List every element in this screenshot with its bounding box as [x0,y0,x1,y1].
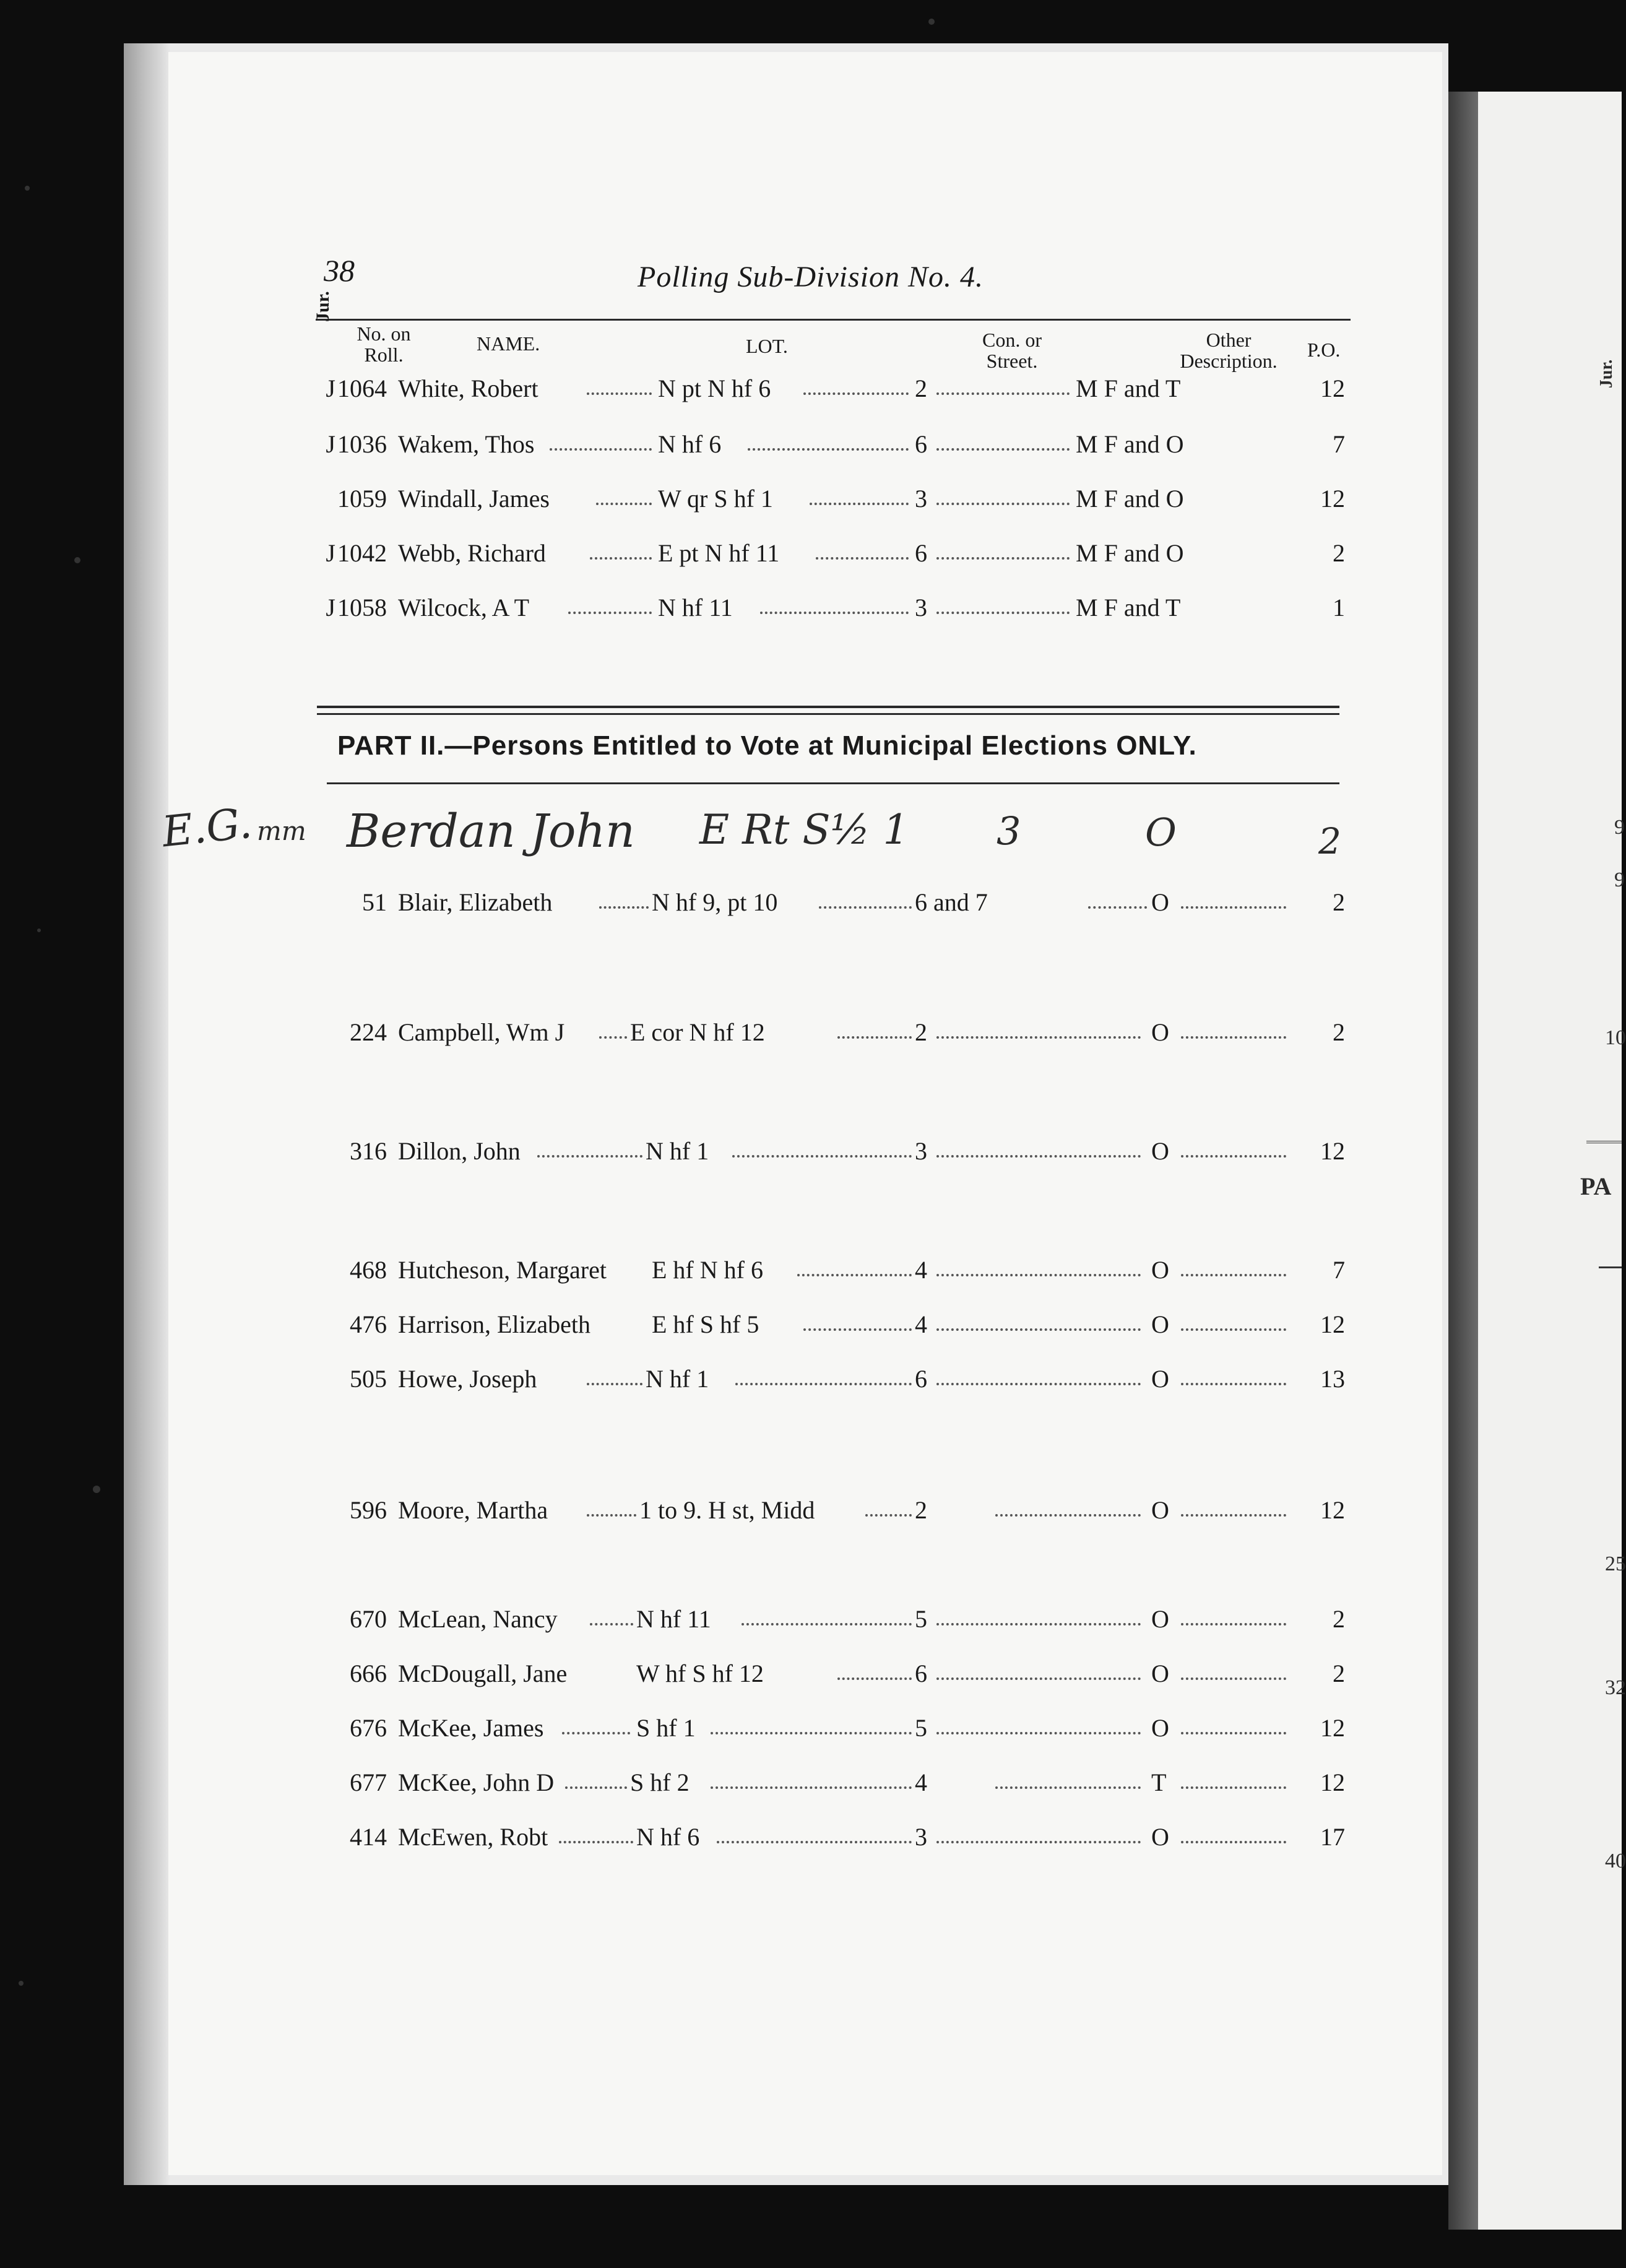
table-row [314,536,1354,571]
leader-dots [562,1732,630,1734]
leader-dots [797,1274,912,1276]
post-office: 2 [1333,539,1345,567]
handwritten-concession: 3 [997,808,1021,854]
other-description: M F and T [1076,594,1181,621]
table-row [314,1253,1354,1288]
leader-dots [936,1623,1141,1625]
leader-dots [936,1328,1141,1331]
leader-dots [537,1155,642,1158]
concession: 6 [915,1660,927,1687]
leader-dots [1181,906,1286,909]
voter-name: Webb, Richard [398,539,546,567]
table-row [314,885,1354,920]
voter-name: Moore, Martha [398,1496,548,1524]
leader-dots [717,1841,912,1843]
other-description: M F and O [1076,430,1184,458]
background-speck [93,1486,100,1493]
table-row [314,591,1354,625]
leader-dots [1181,1155,1286,1158]
leader-dots [590,1623,633,1625]
voter-name: Harrison, Elizabeth [398,1310,590,1338]
leader-dots [995,1786,1141,1789]
leader-dots [936,1677,1141,1680]
leader-dots [936,1036,1141,1039]
leader-dots [1181,1274,1286,1276]
other-description: O [1151,1823,1169,1851]
voter-name: McKee, James [398,1714,544,1742]
leader-dots [936,612,1070,614]
leader-dots [810,503,909,505]
lot: N hf 11 [658,594,733,621]
post-office: 12 [1320,374,1345,402]
concession: 6 and 7 [915,888,988,916]
table-row [314,1362,1354,1396]
roll-number: 468 [350,1256,387,1284]
concession: 3 [915,1137,927,1165]
leader-dots [550,448,652,451]
other-description: O [1151,1496,1169,1524]
leader-dots [748,448,909,451]
roll-number: 677 [350,1768,387,1796]
leader-dots [596,503,652,505]
other-description: O [1151,1714,1169,1742]
table-row [314,1602,1354,1637]
other-description: O [1151,1018,1169,1046]
leader-dots [568,612,652,614]
next-page-fragment: 9 [1614,868,1625,891]
table-row [314,482,1354,516]
lot: E cor N hf 12 [630,1018,765,1046]
leader-dots [936,1274,1141,1276]
lot: S hf 2 [630,1768,690,1796]
leader-dots [995,1514,1141,1517]
handwritten-other: O [1145,810,1177,855]
concession: 2 [915,1018,927,1046]
concession: 2 [915,374,927,402]
leader-dots [1181,1677,1286,1680]
leader-dots [816,557,909,560]
column-header-name: NAME. [477,332,540,355]
next-page-fragment: 25 [1605,1552,1626,1575]
roll-number: 1036 [337,430,387,458]
roll-number: 1042 [337,539,387,567]
leader-dots [1181,1328,1286,1331]
jur-mark: J [326,374,335,402]
leader-dots [1181,1383,1286,1385]
table-row [314,1765,1354,1800]
next-page-fragment: 10 [1605,1026,1626,1049]
roll-number: 1058 [337,594,387,621]
voter-name: Blair, Elizabeth [398,888,553,916]
roll-number: 316 [350,1137,387,1165]
leader-dots [803,1328,912,1331]
jur-mark: J [326,539,335,567]
column-header-con-or-street: Con. or Street. [982,329,1042,372]
other-description: O [1151,1137,1169,1165]
jur-mark: J [326,430,335,458]
lot: S hf 1 [636,1714,696,1742]
leader-dots [936,1841,1141,1843]
handwritten-lot: E Rt S½ 1 [699,806,909,854]
column-header-other-description: Other Description. [1180,329,1278,372]
next-page [1478,92,1626,2230]
post-office: 2 [1333,1660,1345,1687]
leader-dots [936,1383,1141,1385]
roll-number: 666 [350,1660,387,1687]
double-rule [317,713,1339,715]
table-row [314,1015,1354,1050]
other-description: M F and T [1076,374,1181,402]
post-office: 12 [1320,1496,1345,1524]
leader-dots [1088,906,1147,909]
post-office: 12 [1320,1714,1345,1742]
next-page-gutter [1448,92,1478,2230]
next-page-fragment: PA [1580,1172,1612,1200]
post-office: 12 [1320,1768,1345,1796]
leader-dots [837,1677,912,1680]
leader-dots [819,906,912,909]
other-description: O [1151,1310,1169,1338]
background-speck [37,928,41,932]
leader-dots [1181,1732,1286,1734]
concession: 3 [915,485,927,513]
concession: 4 [915,1256,927,1284]
leader-dots [1181,1036,1286,1039]
leader-dots [837,1036,912,1039]
column-header-lot: LOT. [746,335,788,357]
other-description: O [1151,1365,1169,1393]
concession: 6 [915,1365,927,1393]
voter-name: Windall, James [398,485,550,513]
concession: 5 [915,1605,927,1633]
next-page-fragment: Jur. [1597,359,1617,389]
lot: E hf S hf 5 [652,1310,759,1338]
background-speck [928,19,935,25]
leader-dots [936,557,1070,560]
leader-dots [1181,1786,1286,1789]
leader-dots [587,1514,636,1517]
leader-dots [711,1732,912,1734]
roll-number: 596 [350,1496,387,1524]
other-description: O [1151,1605,1169,1633]
other-description: O [1151,1256,1169,1284]
concession: 6 [915,539,927,567]
concession: 2 [915,1496,927,1524]
voter-name: McKee, John D [398,1768,555,1796]
roll-number: 505 [350,1365,387,1393]
header-rule [316,319,1351,321]
lot: E hf N hf 6 [652,1256,763,1284]
next-page-rule [1599,1266,1622,1268]
background-speck [19,1981,24,1986]
post-office: 2 [1333,888,1345,916]
table-row [314,427,1354,462]
post-office: 7 [1333,1256,1345,1284]
concession: 5 [915,1714,927,1742]
table-row [314,1711,1354,1746]
leader-dots [742,1623,912,1625]
table-row [314,1134,1354,1169]
column-header-po: P.O. [1307,339,1341,361]
concession: 3 [915,594,927,621]
leader-dots [732,1155,912,1158]
page-number: 38 [324,253,355,288]
leader-dots [590,557,652,560]
leader-dots [735,1383,912,1385]
voter-name: Campbell, Wm J [398,1018,565,1046]
other-description: T [1151,1768,1167,1796]
leader-dots [936,448,1070,451]
table-row [314,1493,1354,1528]
leader-dots [865,1514,912,1517]
concession: 3 [915,1823,927,1851]
concession: 6 [915,430,927,458]
voter-name: White, Robert [398,374,538,402]
next-page-rule [1586,1141,1622,1143]
leader-dots [599,906,649,909]
leader-dots [803,392,909,395]
lot: 1 to 9. H st, Midd [639,1496,815,1524]
lot: N hf 6 [658,430,722,458]
column-header-jur: Jur. [313,291,333,322]
roll-number: 414 [350,1823,387,1851]
table-row [314,1307,1354,1342]
table-row [314,371,1354,406]
table-row [314,1656,1354,1691]
next-page-fragment: 32 [1605,1676,1626,1699]
leader-dots [559,1841,633,1843]
concession: 4 [915,1310,927,1338]
lot: N hf 11 [636,1605,711,1633]
handwritten-prefix: mm [257,816,306,846]
lot: N pt N hf 6 [658,374,771,402]
double-rule [317,706,1339,708]
lot: E pt N hf 11 [658,539,780,567]
jur-mark: J [326,594,335,621]
roll-number: 670 [350,1605,387,1633]
running-head: Polling Sub-Division No. 4. [638,261,984,293]
background-speck [25,186,30,191]
handwritten-mark: E.G. [160,799,254,857]
voter-name: Hutcheson, Margaret [398,1256,607,1284]
post-office: 12 [1320,1310,1345,1338]
roll-number: 1064 [337,374,387,402]
next-page-fragment: 40 [1605,1850,1626,1872]
next-page-fragment: 9 [1614,816,1625,839]
leader-dots [1181,1623,1286,1625]
post-office: 2 [1333,1605,1345,1633]
post-office: 1 [1333,594,1345,621]
leader-dots [936,503,1070,505]
voter-name: McLean, Nancy [398,1605,558,1633]
part-heading: PART II.—Persons Entitled to Vote at Municipal Elections ONLY. [337,730,1197,761]
roll-number: 1059 [337,485,387,513]
roll-number: 224 [350,1018,387,1046]
leader-dots [587,1383,642,1385]
voter-name: Wilcock, A T [398,594,530,621]
lot: W hf S hf 12 [636,1660,764,1687]
voter-name: McDougall, Jane [398,1660,568,1687]
other-description: O [1151,888,1169,916]
heading-rule [327,782,1339,784]
other-description: O [1151,1660,1169,1687]
voter-name: McEwen, Robt [398,1823,548,1851]
post-office: 7 [1333,430,1345,458]
lot: N hf 1 [646,1137,709,1165]
concession: 4 [915,1768,927,1796]
other-description: M F and O [1076,485,1184,513]
post-office: 2 [1333,1018,1345,1046]
lot: W qr S hf 1 [658,485,773,513]
lot: N hf 9, pt 10 [652,888,778,916]
column-header-no-on-roll: No. on Roll. [357,322,411,366]
leader-dots [760,612,909,614]
post-office: 12 [1320,485,1345,513]
background-speck [74,557,80,563]
roll-number: 676 [350,1714,387,1742]
leader-dots [1181,1841,1286,1843]
handwritten-name: Berdan John [347,805,635,858]
post-office: 12 [1320,1137,1345,1165]
leader-dots [587,392,652,395]
voter-name: Dillon, John [398,1137,521,1165]
leader-dots [936,1155,1141,1158]
lot: N hf 6 [636,1823,700,1851]
voter-name: Wakem, Thos [398,430,535,458]
leader-dots [599,1036,627,1039]
leader-dots [936,392,1070,395]
handwritten-po: 2 [1318,820,1341,862]
other-description: M F and O [1076,539,1184,567]
post-office: 17 [1320,1823,1345,1851]
leader-dots [711,1786,912,1789]
leader-dots [1181,1514,1286,1517]
lot: N hf 1 [646,1365,709,1393]
leader-dots [565,1786,627,1789]
roll-number: 476 [350,1310,387,1338]
voter-name: Howe, Joseph [398,1365,537,1393]
leader-dots [936,1732,1141,1734]
table-row [314,1820,1354,1855]
post-office: 13 [1320,1365,1345,1393]
roll-number: 51 [362,888,387,916]
